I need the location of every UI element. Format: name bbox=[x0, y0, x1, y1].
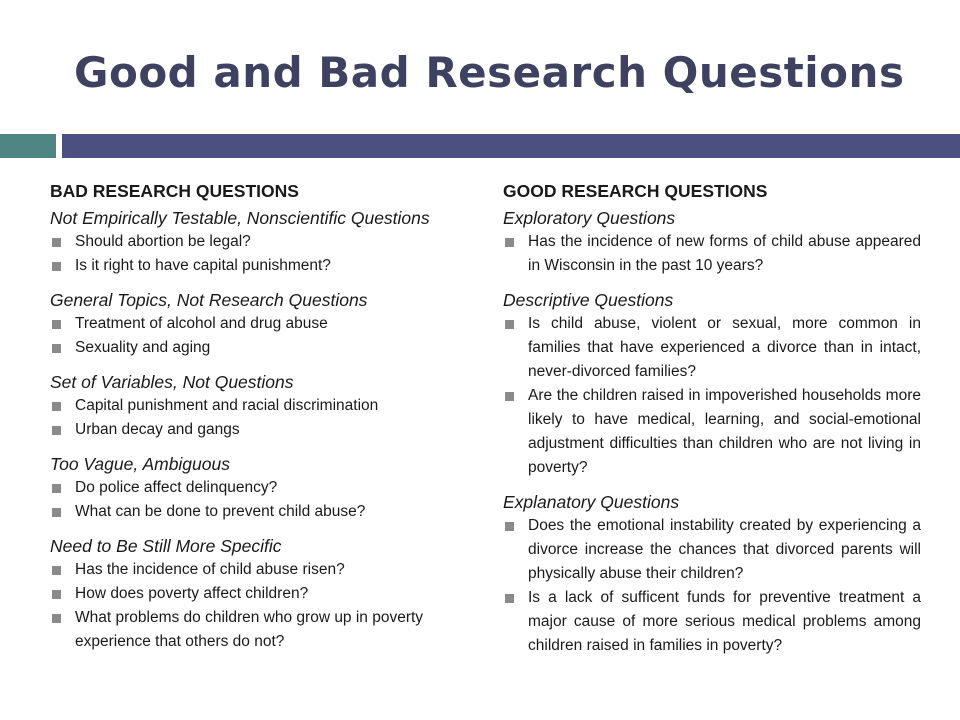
question-item bbox=[50, 312, 480, 336]
question-list bbox=[503, 514, 921, 658]
square-bullet-icon bbox=[52, 402, 61, 411]
question-text: Has the incidence of new forms of child abuse appeared in Wisconsin in the past 10 years? bbox=[528, 233, 921, 274]
square-bullet-icon bbox=[52, 614, 61, 623]
section-title: Descriptive Questions bbox=[503, 290, 674, 310]
section-title: Not Empirically Testable, Nonscientific Questions bbox=[50, 208, 430, 228]
question-item bbox=[50, 230, 480, 254]
question-item bbox=[50, 582, 480, 606]
question-text: What problems do children who grow up in poverty experience that others do not? bbox=[75, 609, 424, 650]
good-questions-column bbox=[503, 180, 921, 658]
question-item bbox=[50, 394, 480, 418]
question-item bbox=[503, 586, 921, 658]
question-item bbox=[50, 418, 480, 442]
question-text: Do police affect delinquency? bbox=[75, 479, 278, 496]
accent-bar-main bbox=[62, 134, 960, 158]
square-bullet-icon bbox=[52, 344, 61, 353]
section-title: Explanatory Questions bbox=[503, 492, 680, 512]
question-text: Should abortion be legal? bbox=[75, 233, 251, 250]
question-list bbox=[50, 312, 480, 360]
question-text: Has the incidence of child abuse risen? bbox=[75, 561, 345, 578]
slide-title: Good and Bad Research Questions bbox=[74, 48, 905, 97]
question-list bbox=[50, 558, 480, 654]
question-item bbox=[503, 230, 921, 278]
question-text: Are the children raised in impoverished households more likely to have medical, learning, and social-emotional adjustment difficulties than children who are not living in poverty? bbox=[528, 387, 921, 476]
question-item bbox=[503, 514, 921, 586]
square-bullet-icon bbox=[505, 522, 514, 531]
bad-section bbox=[50, 371, 480, 442]
question-text: Sexuality and aging bbox=[75, 339, 211, 356]
bad-column-heading: BAD RESEARCH QUESTIONS bbox=[50, 181, 299, 201]
question-text: Does the emotional instability created by experiencing a divorce increase the chances that divorced parents will physically abuse their children? bbox=[528, 517, 921, 582]
question-item bbox=[50, 336, 480, 360]
good-section bbox=[503, 491, 921, 658]
square-bullet-icon bbox=[52, 566, 61, 575]
good-sections bbox=[503, 207, 921, 658]
question-item bbox=[503, 384, 921, 480]
bad-questions-column bbox=[50, 180, 480, 654]
bad-section bbox=[50, 535, 480, 654]
question-list bbox=[503, 312, 921, 480]
bad-sections bbox=[50, 207, 480, 654]
question-text: Is it right to have capital punishment? bbox=[75, 257, 331, 274]
section-title: Need to Be Still More Specific bbox=[50, 536, 282, 556]
square-bullet-icon bbox=[505, 238, 514, 247]
question-text: What can be done to prevent child abuse? bbox=[75, 503, 366, 520]
bad-section bbox=[50, 289, 480, 360]
question-text: Capital punishment and racial discrimination bbox=[75, 397, 379, 414]
question-text: Is child abuse, violent or sexual, more common in families that have experienced a divorce than in intact, never-divorced families? bbox=[528, 315, 921, 380]
question-text: Treatment of alcohol and drug abuse bbox=[75, 315, 328, 332]
question-list bbox=[50, 476, 480, 524]
square-bullet-icon bbox=[52, 238, 61, 247]
question-item bbox=[50, 558, 480, 582]
square-bullet-icon bbox=[505, 320, 514, 329]
question-list bbox=[503, 230, 921, 278]
question-list bbox=[50, 394, 480, 442]
question-item bbox=[50, 254, 480, 278]
square-bullet-icon bbox=[505, 594, 514, 603]
square-bullet-icon bbox=[52, 320, 61, 329]
square-bullet-icon bbox=[52, 426, 61, 435]
section-title: Set of Variables, Not Questions bbox=[50, 372, 294, 392]
question-item bbox=[50, 476, 480, 500]
question-text: Urban decay and gangs bbox=[75, 421, 240, 438]
square-bullet-icon bbox=[52, 484, 61, 493]
good-column-heading: GOOD RESEARCH QUESTIONS bbox=[503, 181, 768, 201]
square-bullet-icon bbox=[52, 590, 61, 599]
square-bullet-icon bbox=[52, 508, 61, 517]
good-section bbox=[503, 289, 921, 480]
question-item bbox=[50, 500, 480, 524]
section-title: Too Vague, Ambiguous bbox=[50, 454, 230, 474]
square-bullet-icon bbox=[52, 262, 61, 271]
section-title: General Topics, Not Research Questions bbox=[50, 290, 368, 310]
accent-bar-left bbox=[0, 134, 56, 158]
question-text: How does poverty affect children? bbox=[75, 585, 309, 602]
question-list bbox=[50, 230, 480, 278]
bad-section bbox=[50, 207, 480, 278]
question-item bbox=[50, 606, 480, 654]
square-bullet-icon bbox=[505, 392, 514, 401]
question-item bbox=[503, 312, 921, 384]
question-text: Is a lack of sufficent funds for preventive treatment a major cause of more serious medical problems among children raised in families in poverty? bbox=[528, 589, 921, 654]
good-section bbox=[503, 207, 921, 278]
bad-section bbox=[50, 453, 480, 524]
section-title: Exploratory Questions bbox=[503, 208, 676, 228]
